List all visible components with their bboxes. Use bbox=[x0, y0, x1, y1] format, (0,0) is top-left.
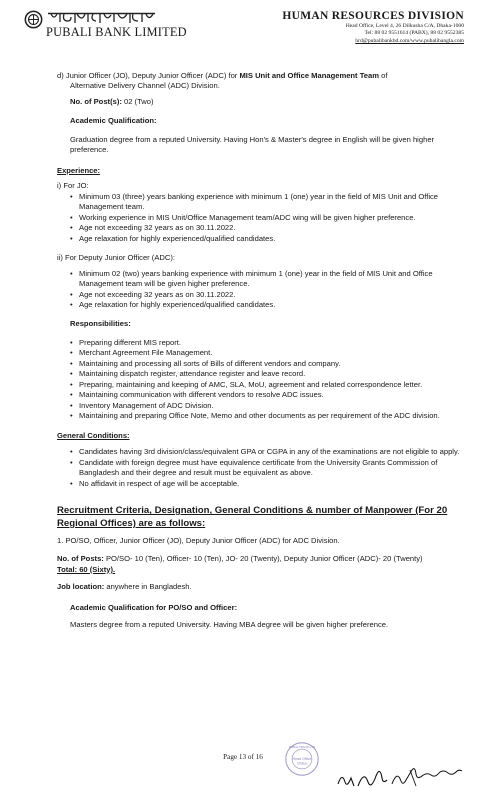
list-item: • Preparing, maintaining and keeping of AMC, SLA, MoU, agreement and related correspondence letter. bbox=[70, 380, 460, 390]
list-item: • Age relaxation for highly experienced/qualified candidates. bbox=[70, 234, 460, 244]
office-seal-stamp bbox=[284, 741, 320, 777]
po-academic-text: Masters degree from a reputed University. Having MBA degree will be given higher preference. bbox=[70, 620, 389, 630]
stamp-bottom-text: Dhaka bbox=[297, 761, 307, 766]
list-item: • Age not exceeding 32 years as on 30.11.2022. bbox=[70, 223, 460, 233]
posts-value: PO/SO- 10 (Ten), Officer- 10 (Ten), JO- 20 (Twenty), Deputy Junior Officer (ADC)- 20 (Twenty) bbox=[103, 554, 423, 564]
list-item: • Merchant Agreement File Management. bbox=[70, 348, 460, 358]
list-item: • Working experience in MIS Unit/Office Management team/ADC wing will be given higher preference. bbox=[70, 213, 460, 223]
posts-label: No. of Posts: bbox=[57, 554, 104, 564]
general-conditions-list bbox=[70, 447, 460, 489]
section-d-heading: d) Junior Officer (JO), Deputy Junior Officer (ADC) for MIS Unit and Office Management Team of bbox=[57, 71, 388, 80]
stamp-top-text: PUBALI BANK LTD bbox=[288, 744, 316, 749]
telephone: Tel: 88 02 9551614 (PABX), 88 02 9552385 bbox=[364, 30, 464, 37]
list-item: • Age not exceeding 32 years as on 30.11.2022. bbox=[70, 290, 460, 300]
bank-emblem-icon bbox=[24, 10, 43, 29]
list-item: • Maintaining and preparing Office Note, Memo and other documents as per requirement of the ADC division. bbox=[70, 411, 460, 421]
team-name: MIS Unit and Office Management Team bbox=[239, 71, 379, 80]
contact-links[interactable]: hrd@pubalibankbd.com/www.pubalibangla.com bbox=[355, 37, 464, 44]
responsibilities-label: Responsibilities: bbox=[70, 319, 131, 329]
djo-experience-list bbox=[70, 269, 460, 311]
list-item: • Age relaxation for highly experienced/qualified candidates. bbox=[70, 300, 460, 310]
list-item: • Candidate with foreign degree must have equivalence certificate from the University Grants Commission of Bangladesh and their degree and result must be equivalent as above. bbox=[70, 458, 460, 479]
bank-logo bbox=[24, 8, 224, 48]
recruitment-title: Recruitment Criteria, Designation, General Conditions & number of Manpower (For 20 Regional Offices) are as follows: bbox=[57, 505, 448, 529]
division-title: HUMAN RESOURCES DIVISION bbox=[282, 10, 464, 22]
jo-experience-label: i) For JO: bbox=[57, 181, 89, 191]
job-location-label: Job location: bbox=[57, 582, 105, 592]
list-item: • Minimum 02 (two) years banking experience with minimum 1 (one) year in the field of MIS Unit and Office Management team will be given higher preference. bbox=[70, 269, 460, 290]
experience-label: Experience: bbox=[57, 165, 101, 175]
job-location-line bbox=[57, 582, 460, 592]
total-posts: Total: 60 (Sixty). bbox=[57, 564, 116, 574]
list-item: • Maintaining communication with different vendors to resolve ADC issues. bbox=[70, 390, 460, 400]
division-header bbox=[234, 10, 464, 45]
list-item: • Preparing different MIS report. bbox=[70, 338, 460, 348]
list-item: • Minimum 03 (three) years banking experience with minimum 1 (one) year in the field of MIS Unit and Office Management team. bbox=[70, 192, 460, 213]
list-item: • Inventory Management of ADC Division. bbox=[70, 401, 460, 411]
address: Head Office, Level 4, 26 Dilkusha C/A, Dhaka-1000 bbox=[345, 22, 464, 29]
section-d-heading-line2: Alternative Delivery Channel (ADC) Division. bbox=[70, 81, 220, 91]
posts-value: 02 (Two) bbox=[121, 96, 154, 106]
stamp-center-text: Head Office bbox=[292, 756, 312, 761]
list-item: • Maintaining dispatch register, attendance register and leave record. bbox=[70, 369, 460, 379]
responsibilities-list bbox=[70, 338, 460, 422]
list-item: • Candidates having 3rd division/class/equivalent GPA or CGPA in any of the examinations are not eligible to apply. bbox=[70, 447, 460, 457]
job-location-value: anywhere in Bangladesh. bbox=[104, 582, 192, 592]
recruitment-item-1: 1. PO/SO, Officer, Junior Officer (JO), Deputy Junior Officer (ADC) for ADC Division. bbox=[57, 535, 340, 545]
academic-qualification-text: Graduation degree from a reputed University. Having Hon's & Master's degree in English will be given higher preference. bbox=[70, 134, 435, 155]
general-conditions-label: General Conditions: bbox=[57, 430, 130, 440]
list-item: • No affidavit in respect of age will be acceptable. bbox=[70, 479, 460, 489]
academic-qualification-label: Academic Qualification: bbox=[70, 116, 157, 126]
bengali-bank-name-logo bbox=[47, 11, 157, 25]
list-item: • Maintaining and processing all sorts of Bills of different vendors and company. bbox=[70, 359, 460, 369]
bank-name: PUBALI BANK LIMITED bbox=[46, 25, 187, 39]
jo-experience-list bbox=[70, 192, 460, 244]
posts-label: No. of Post(s): bbox=[70, 96, 122, 106]
po-academic-label: Academic Qualification for PO/SO and Officer: bbox=[70, 602, 238, 612]
handwritten-signatures bbox=[332, 760, 472, 792]
page-number: Page 13 of 16 bbox=[223, 753, 263, 761]
djo-experience-label: ii) For Deputy Junior Officer (ADC): bbox=[57, 253, 176, 263]
document-body bbox=[57, 71, 460, 631]
recruitment-posts-line bbox=[57, 554, 460, 564]
posts-line bbox=[70, 97, 460, 107]
